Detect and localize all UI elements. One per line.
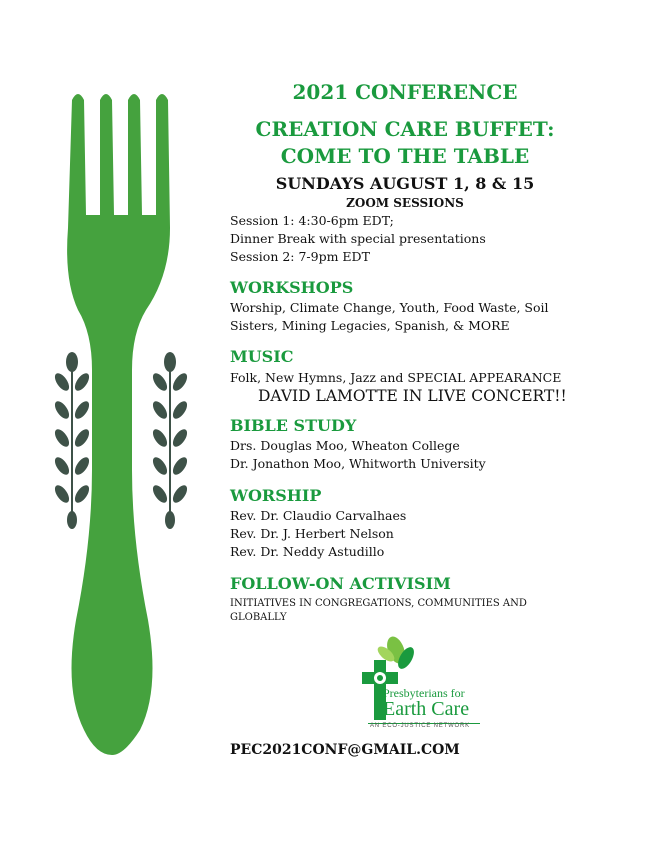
activism-heading: FOLLOW-ON ACTIVISIM: [230, 574, 451, 593]
session-line: Session 2: 7-9pm EDT: [230, 249, 370, 264]
logo-tagline: AN ECO-JUSTICE NETWORK: [370, 723, 470, 729]
music-heading: MUSIC: [230, 347, 294, 366]
left-sprig-icon: [52, 352, 92, 529]
title-line-1: CREATION CARE BUFFET:: [255, 117, 555, 141]
conference-year: 2021 CONFERENCE: [292, 80, 518, 104]
bible-study-heading: BIBLE STUDY: [230, 416, 357, 435]
workshops-list: [230, 299, 590, 335]
bible-study-line: Drs. Douglas Moo, Wheaton College: [230, 438, 460, 453]
workshops-line: Sisters, Mining Legacies, Spanish, & MORE: [230, 318, 510, 333]
music-highlight: DAVID LAMOTTE IN LIVE CONCERT!!: [258, 387, 567, 405]
workshops-line: Worship, Climate Change, Youth, Food Waste, Soil: [230, 300, 549, 315]
right-sprig-icon: [150, 352, 190, 529]
conference-title: [230, 116, 580, 170]
session-times: [230, 212, 590, 266]
event-dates: SUNDAYS AUGUST 1, 8 & 15: [275, 174, 535, 193]
worship-line: Rev. Dr. Claudio Carvalhaes: [230, 508, 407, 523]
event-format: ZOOM SESSIONS: [346, 196, 464, 210]
contact-email[interactable]: PEC2021CONF@GMAIL.COM: [230, 742, 460, 758]
title-line-2: COME TO THE TABLE: [280, 144, 530, 168]
worship-list: [230, 507, 590, 561]
session-line: Dinner Break with special presentations: [230, 231, 486, 246]
activism-line: GLOBALLY: [230, 612, 287, 623]
logo-line-1: Presbyterians for: [383, 686, 465, 700]
session-line: Session 1: 4:30-6pm EDT;: [230, 213, 394, 228]
logo-line-2: Earth Care: [383, 698, 470, 720]
music-text: Folk, New Hymns, Jazz and SPECIAL APPEARANCE: [230, 370, 562, 385]
activism-line: INITIATIVES IN CONGREGATIONS, COMMUNITIES AND: [230, 598, 527, 609]
worship-line: Rev. Dr. Neddy Astudillo: [230, 544, 385, 559]
bible-study-list: [230, 437, 590, 473]
activism-text: [230, 597, 570, 625]
worship-line: Rev. Dr. J. Herbert Nelson: [230, 526, 394, 541]
workshops-heading: WORKSHOPS: [230, 278, 354, 297]
worship-heading: WORSHIP: [230, 486, 322, 505]
bible-study-line: Dr. Jonathon Moo, Whitworth University: [230, 456, 486, 471]
fork-icon: [67, 94, 170, 755]
